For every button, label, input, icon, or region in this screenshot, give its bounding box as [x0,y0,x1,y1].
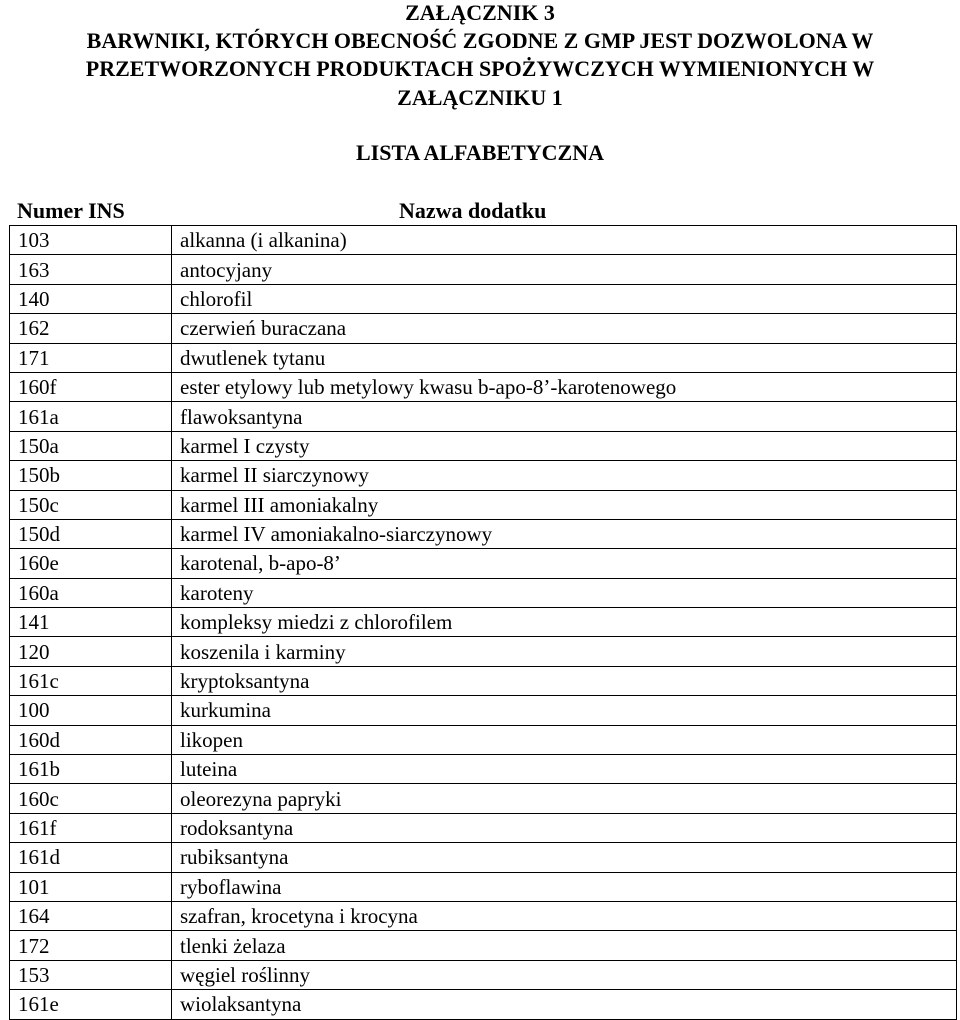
additive-name-cell: likopen [172,725,957,754]
table-row [10,666,957,695]
additive-name-cell: karoteny [172,578,957,607]
ins-number-cell: 150c [10,490,172,519]
ins-number-cell: 172 [10,931,172,960]
additives-table-body [10,226,957,1020]
ins-number-cell: 101 [10,872,172,901]
additive-name-cell: alkanna (i alkanina) [172,226,957,255]
ins-number-cell: 160f [10,372,172,401]
additive-name-cell: antocyjany [172,255,957,284]
ins-number-cell: 161d [10,843,172,872]
additive-name-cell: chlorofil [172,284,957,313]
table-row [10,960,957,989]
table-row [10,637,957,666]
additive-name-cell: wiolaksantyna [172,990,957,1019]
table-row [10,608,957,637]
table-row [10,226,957,255]
additive-name-cell: kryptoksantyna [172,666,957,695]
ins-number-cell: 103 [10,226,172,255]
additive-name-cell: kurkumina [172,696,957,725]
additive-name-cell: ryboflawina [172,872,957,901]
ins-number-cell: 140 [10,284,172,313]
table-row [10,284,957,313]
additive-name-cell: kompleksy miedzi z chlorofilem [172,608,957,637]
additive-name-cell: dwutlenek tytanu [172,343,957,372]
table-row [10,696,957,725]
ins-number-cell: 150d [10,519,172,548]
table-row [10,431,957,460]
ins-number-cell: 161a [10,402,172,431]
list-title: LISTA ALFABETYCZNA [356,140,604,165]
ins-number-cell: 150b [10,461,172,490]
table-row [10,755,957,784]
header-line-4: ZAŁĄCZNIKU 1 [397,85,563,110]
table-row [10,519,957,548]
column-header-name: Nazwa dodatku [399,198,547,223]
table-row [10,461,957,490]
table-row [10,343,957,372]
additive-name-cell: szafran, krocetyna i krocyna [172,901,957,930]
table-row [10,813,957,842]
ins-number-cell: 160d [10,725,172,754]
ins-number-cell: 160a [10,578,172,607]
ins-number-cell: 164 [10,901,172,930]
additive-name-cell: flawoksantyna [172,402,957,431]
column-header-number: Numer INS [17,198,125,223]
table-row [10,725,957,754]
additive-name-cell: luteina [172,755,957,784]
table-row [10,843,957,872]
table-row [10,490,957,519]
ins-number-cell: 100 [10,696,172,725]
table-row [10,784,957,813]
ins-number-cell: 161b [10,755,172,784]
additive-name-cell: tlenki żelaza [172,931,957,960]
table-row [10,372,957,401]
table-row [10,314,957,343]
additive-name-cell: rubiksantyna [172,843,957,872]
additive-name-cell: węgiel roślinny [172,960,957,989]
ins-number-cell: 171 [10,343,172,372]
ins-number-cell: 160e [10,549,172,578]
header-line-2: BARWNIKI, KTÓRYCH OBECNOŚĆ ZGODNE Z GMP JEST DOZWOLONA W [86,28,874,53]
additive-name-cell: karmel II siarczynowy [172,461,957,490]
table-row [10,901,957,930]
annex-title: ZAŁĄCZNIK 3 [405,0,555,25]
additive-name-cell: koszenila i karminy [172,637,957,666]
table-row [10,990,957,1019]
additive-name-cell: ester etylowy lub metylowy kwasu b-apo-8’-karotenowego [172,372,957,401]
ins-number-cell: 161c [10,666,172,695]
additive-name-cell: karmel IV amoniakalno-siarczynowy [172,519,957,548]
ins-number-cell: 160c [10,784,172,813]
ins-number-cell: 120 [10,637,172,666]
ins-number-cell: 161e [10,990,172,1019]
table-row [10,549,957,578]
additive-name-cell: oleorezyna papryki [172,784,957,813]
table-row [10,872,957,901]
additive-name-cell: karmel I czysty [172,431,957,460]
additive-name-cell: karotenal, b-apo-8’ [172,549,957,578]
table-row [10,931,957,960]
table-row [10,402,957,431]
header-line-3: PRZETWORZONYCH PRODUKTACH SPOŻYWCZYCH WYMIENIONYCH W [85,56,875,81]
ins-number-cell: 161f [10,813,172,842]
additives-table [9,225,957,1020]
ins-number-cell: 162 [10,314,172,343]
ins-number-cell: 163 [10,255,172,284]
table-row [10,255,957,284]
ins-number-cell: 150a [10,431,172,460]
ins-number-cell: 153 [10,960,172,989]
table-row [10,578,957,607]
ins-number-cell: 141 [10,608,172,637]
additive-name-cell: czerwień buraczana [172,314,957,343]
additive-name-cell: karmel III amoniakalny [172,490,957,519]
additive-name-cell: rodoksantyna [172,813,957,842]
